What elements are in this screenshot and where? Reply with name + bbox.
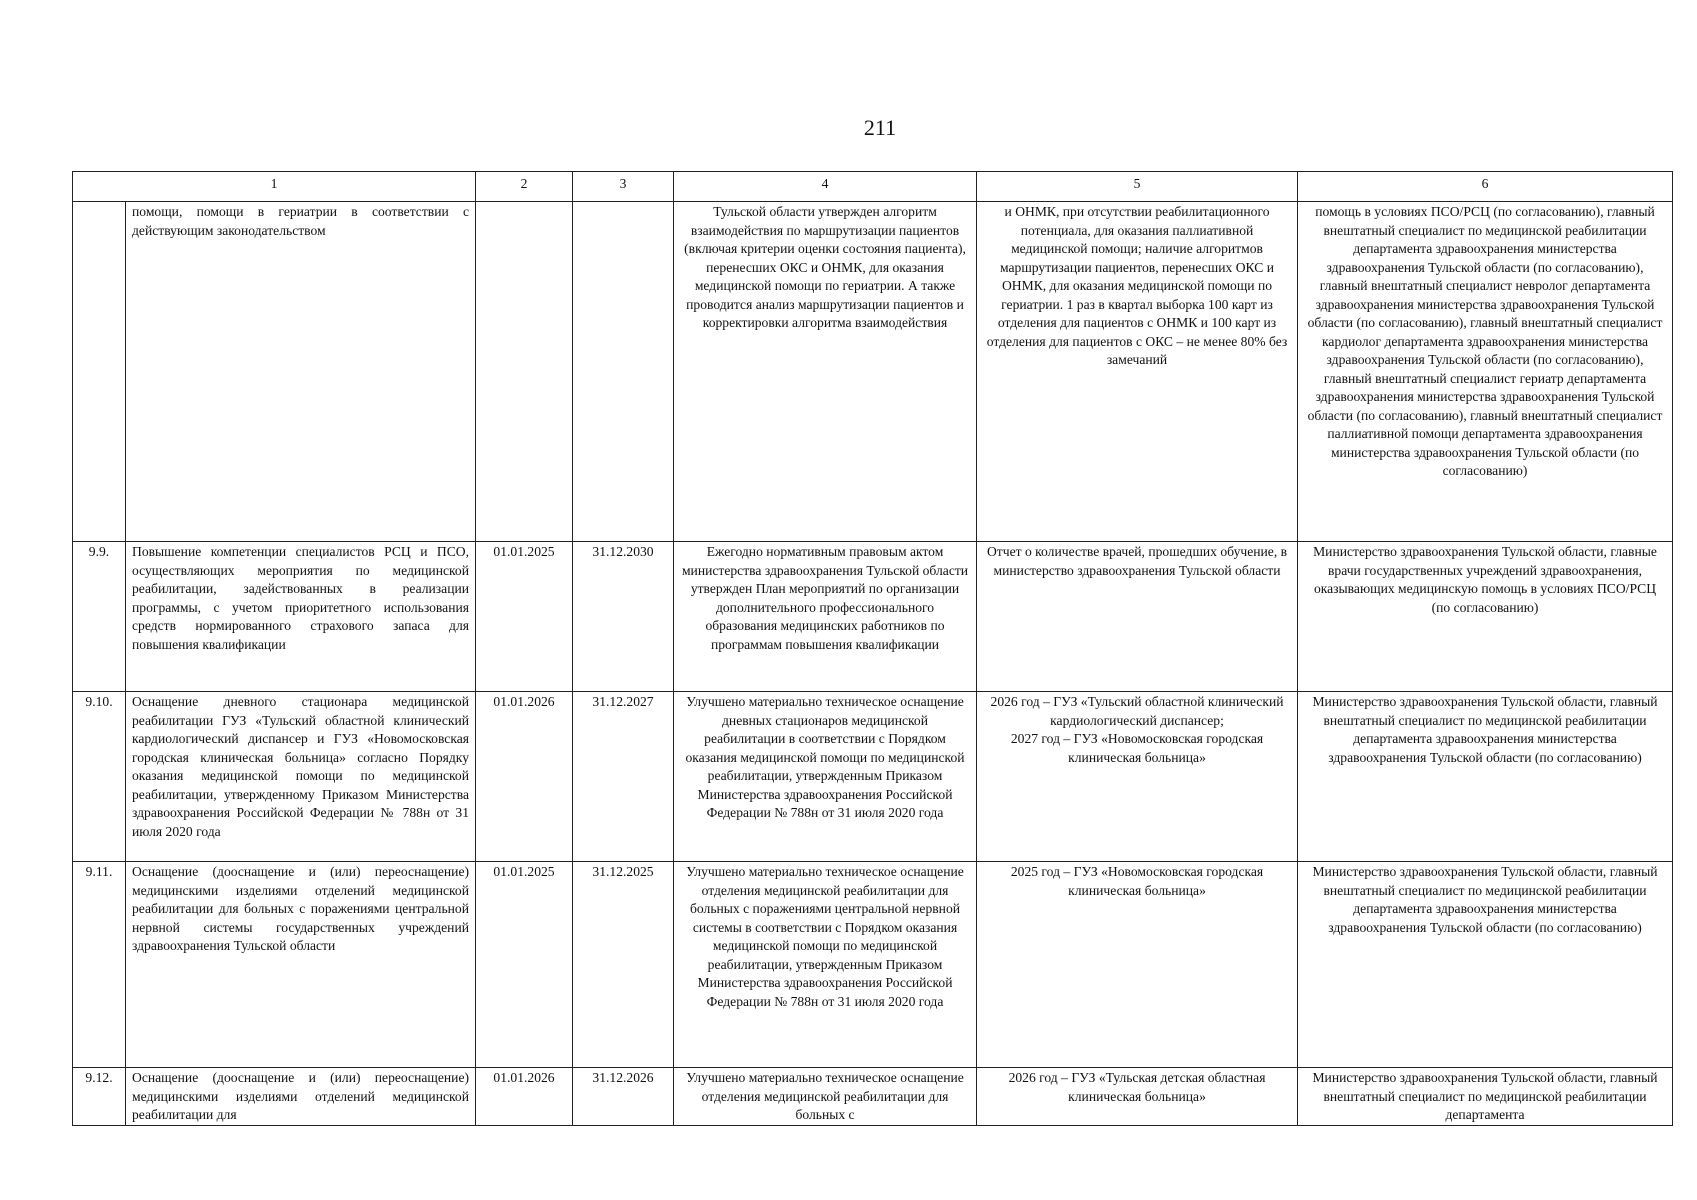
table-row: [73, 1068, 1673, 1126]
start-date: 01.01.2026: [476, 1068, 573, 1126]
table-row: [73, 692, 1673, 862]
row-number: [73, 202, 126, 542]
table-row: [73, 862, 1673, 1068]
table-row: [73, 202, 1673, 542]
column-header-3: 3: [573, 172, 674, 202]
responsible-party: помощь в условиях ПСО/РСЦ (по согласованию), главный внештатный специалист по медицинской реабилитации департамента здравоохранения министерства здравоохранения Тульской области (по согласованию), главный внештатный специалист невролог департамента здравоохранения министерства здравоохранения Тульской области (по согласованию), главный внештатный специалист кардиолог департамента здравоохранения министерства здравоохранения Тульской области (по согласованию), главный внештатный специалист гериатр департамента здравоохранения министерства здравоохранения Тульской области (по согласованию), главный внештатный специалист паллиативной помощи департамента здравоохранения министерства здравоохранения Тульской области (по согласованию): [1298, 202, 1673, 542]
row-number: 9.9.: [73, 542, 126, 692]
responsible-party: Министерство здравоохранения Тульской области, главный внештатный специалист по медицинской реабилитации департамента здравоохранения министерства здравоохранения Тульской области (по согласованию): [1298, 692, 1673, 862]
column-header-6: 6: [1298, 172, 1673, 202]
start-date: 01.01.2025: [476, 862, 573, 1068]
row-number: 9.12.: [73, 1068, 126, 1126]
responsible-party: Министерство здравоохранения Тульской области, главный внештатный специалист по медицинской реабилитации департамента: [1298, 1068, 1673, 1126]
row-number: 9.11.: [73, 862, 126, 1068]
measure-description: Улучшено материально техническое оснащение отделения медицинской реабилитации для больных с: [674, 1068, 977, 1126]
measure-description: Тульской области утвержден алгоритм взаимодействия по маршрутизации пациентов (включая критерии оценки состояния пациента), перенесших ОКС и ОНМК, для оказания медицинской помощи по гериатрии. А также проводится анализ маршрутизации пациентов и корректировки алгоритма взаимодействия: [674, 202, 977, 542]
measure-description: Улучшено материально техническое оснащение отделения медицинской реабилитации для больных с поражениями центральной нервной системы в соответствии с Порядком оказания медицинской помощи по медицинской реабилитации, утвержденным Приказом Министерства здравоохранения Российской Федерации № 788н от 31 июля 2020 года: [674, 862, 977, 1068]
control-result: 2025 год – ГУЗ «Новомосковская городская клиническая больница»: [977, 862, 1298, 1068]
measure-name: Оснащение (дооснащение и (или) переоснащение) медицинскими изделиями отделений медицинской реабилитации для: [126, 1068, 476, 1126]
column-header-1: 1: [73, 172, 476, 202]
measure-name: Оснащение (дооснащение и (или) переоснащение) медицинскими изделиями отделений медицинской реабилитации для больных с поражениями центральной нервной системы государственных учреждений здравоохранения Тульской области: [126, 862, 476, 1068]
control-result: и ОНМК, при отсутствии реабилитационного потенциала, для оказания паллиативной медицинской помощи; наличие алгоритмов маршрутизации пациентов, перенесших ОКС и ОНМК, для оказания медицинской помощи по гериатрии. 1 раз в квартал выборка 100 карт из отделения для пациентов с ОНМК и 100 карт из отделения для пациентов с ОКС – не менее 80% без замечаний: [977, 202, 1298, 542]
column-header-4: 4: [674, 172, 977, 202]
column-header-2: 2: [476, 172, 573, 202]
page-number: 211: [863, 115, 897, 140]
measure-name: помощи, помощи в гериатрии в соответствии с действующим законодательством: [126, 202, 476, 542]
measure-name: Оснащение дневного стационара медицинской реабилитации ГУЗ «Тульский областной клинический кардиологический диспансер и ГУЗ «Новомосковская городская клиническая больница» согласно Порядку оказания медицинской помощи по медицинской реабилитации, утвержденному Приказом Министерства здравоохранения Российской Федерации № 788н от 31 июля 2020 года: [126, 692, 476, 862]
end-date: [573, 202, 674, 542]
measures-table: [72, 171, 1673, 1126]
end-date: 31.12.2030: [573, 542, 674, 692]
start-date: 01.01.2026: [476, 692, 573, 862]
column-header-5: 5: [977, 172, 1298, 202]
measure-description: Улучшено материально техническое оснащение дневных стационаров медицинской реабилитации в соответствии с Порядком оказания медицинской помощи по медицинской реабилитации, утвержденным Приказом Министерства здравоохранения Российской Федерации № 788н от 31 июля 2020 года: [674, 692, 977, 862]
control-result: Отчет о количестве врачей, прошедших обучение, в министерство здравоохранения Тульской области: [977, 542, 1298, 692]
end-date: 31.12.2026: [573, 1068, 674, 1126]
control-result: 2026 год – ГУЗ «Тульский областной клинический кардиологический диспансер; 2027 год – ГУЗ «Новомосковская городская клиническая больница»: [977, 692, 1298, 862]
row-number: 9.10.: [73, 692, 126, 862]
end-date: 31.12.2025: [573, 862, 674, 1068]
responsible-party: Министерство здравоохранения Тульской области, главный внештатный специалист по медицинской реабилитации департамента здравоохранения министерства здравоохранения Тульской области (по согласованию): [1298, 862, 1673, 1068]
measure-name: Повышение компетенции специалистов РСЦ и ПСО, осуществляющих мероприятия по медицинской реабилитации, задействованных в реализации программы, с учетом приоритетного использования средств нормированного страхового запаса для повышения квалификации: [126, 542, 476, 692]
responsible-party: Министерство здравоохранения Тульской области, главные врачи государственных учреждений здравоохранения, оказывающих медицинскую помощь в условиях ПСО/РСЦ (по согласованию): [1298, 542, 1673, 692]
start-date: 01.01.2025: [476, 542, 573, 692]
control-result: 2026 год – ГУЗ «Тульская детская областная клиническая больница»: [977, 1068, 1298, 1126]
start-date: [476, 202, 573, 542]
measure-description: Ежегодно нормативным правовым актом министерства здравоохранения Тульской области утвержден План мероприятий по организации дополнительного профессионального образования медицинских работников по программам повышения квалификации: [674, 542, 977, 692]
column-number-row: [73, 172, 1673, 202]
end-date: 31.12.2027: [573, 692, 674, 862]
table-row: [73, 542, 1673, 692]
